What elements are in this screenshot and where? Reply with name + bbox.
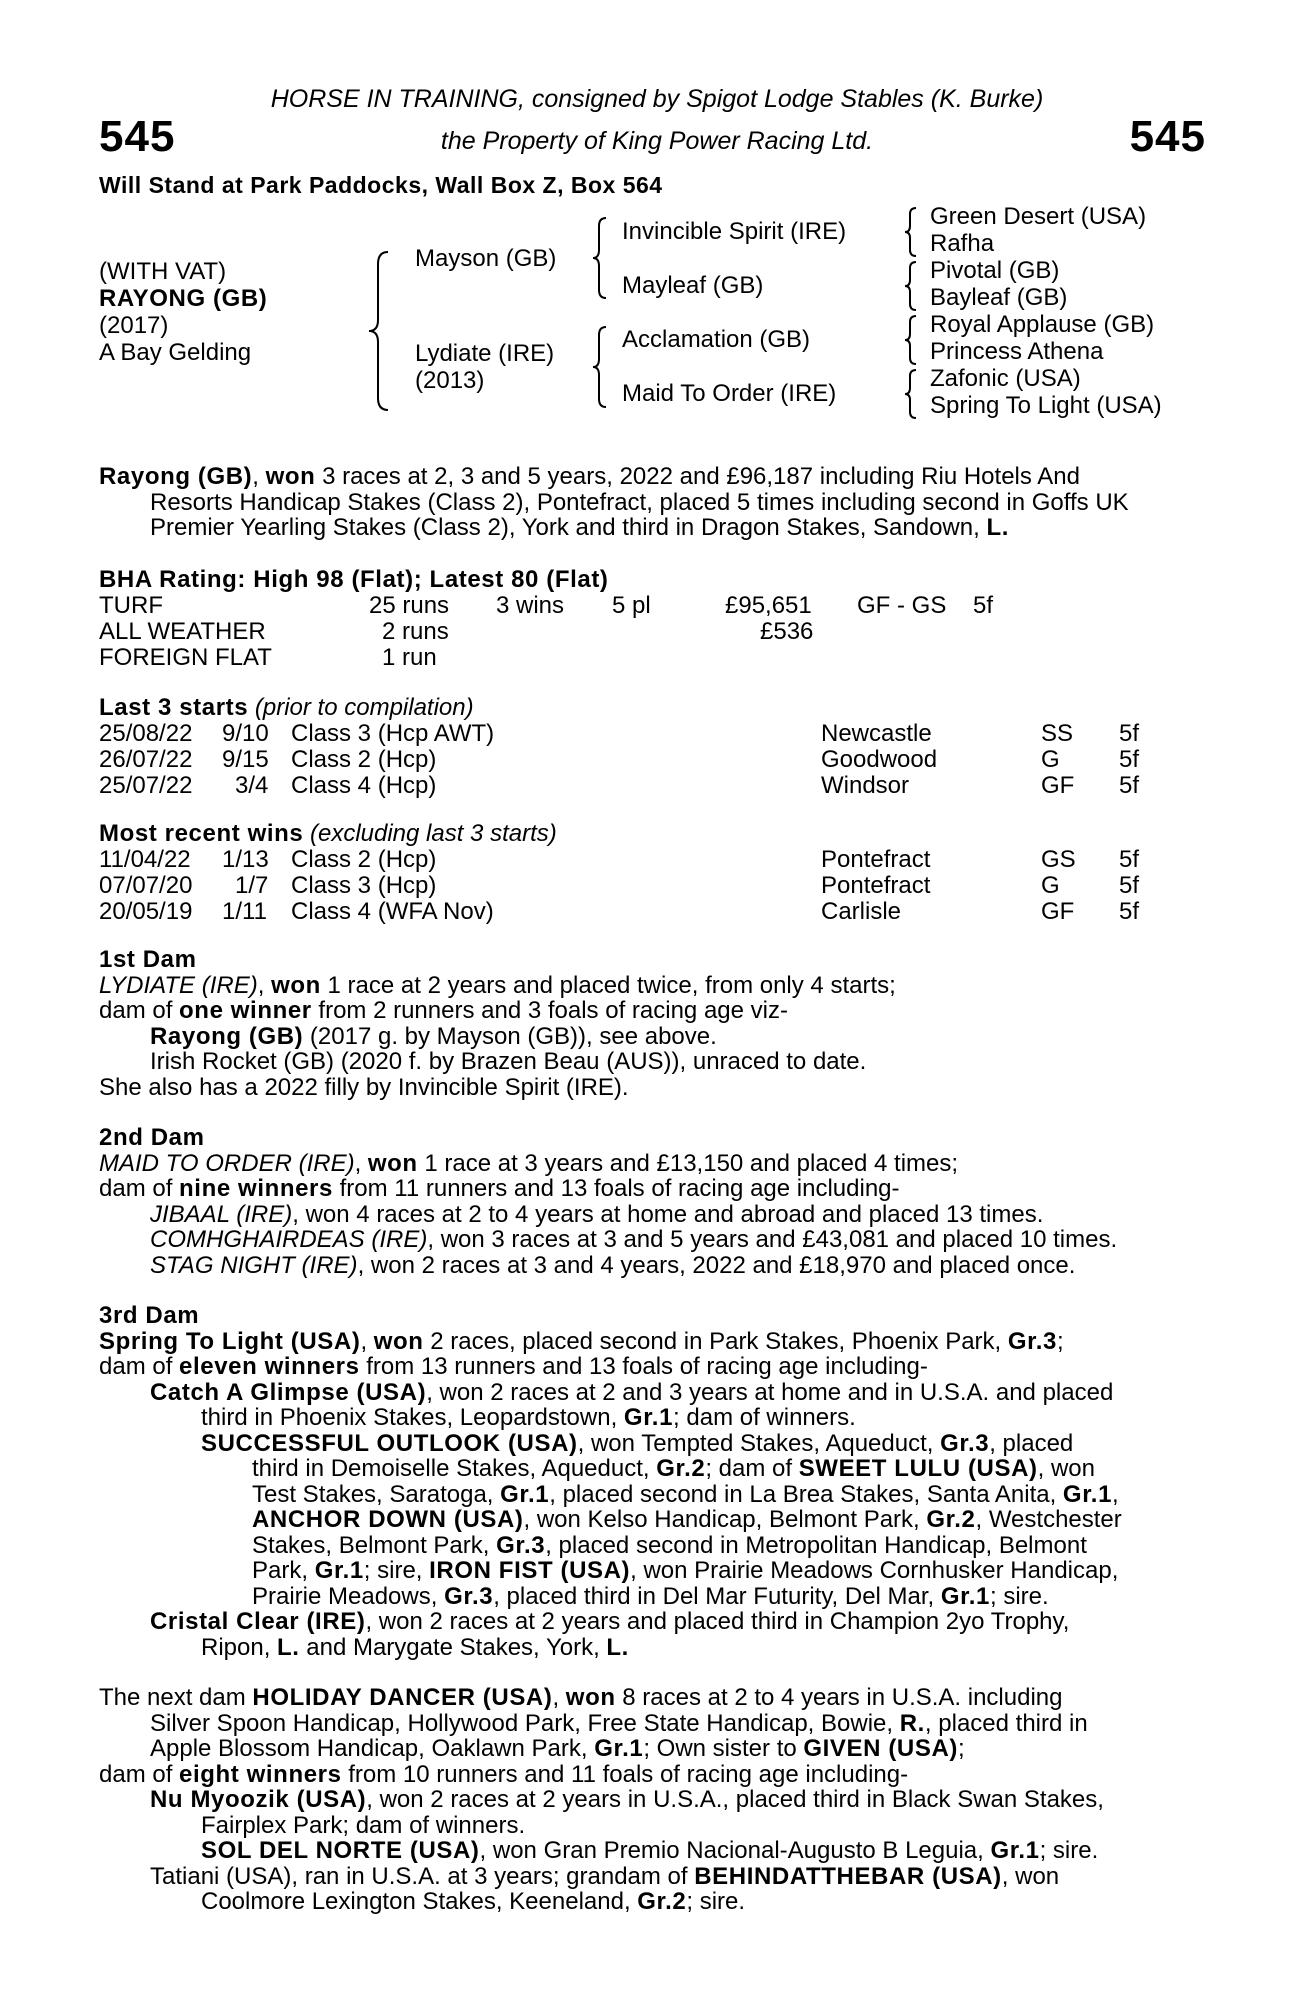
first-dam-heading: 1st Dam [99, 946, 197, 973]
start-race: Class 3 (Hcp AWT) [291, 720, 495, 747]
grade: L. [277, 1633, 300, 1661]
recent-wins-heading: Most recent wins [99, 820, 304, 847]
summary-won: won [265, 463, 316, 490]
text: third in Demoiselle Stakes, Aqueduct, [252, 1455, 657, 1482]
win-course: Pontefract [821, 872, 931, 899]
start-course: Newcastle [821, 720, 932, 747]
summary-line1: 3 races at 2, 3 and 5 years, 2022 and £96,187 including Riu Hotels And [315, 463, 1080, 490]
next-dam-section [99, 1685, 1205, 1915]
grade: Gr.3 [940, 1429, 990, 1457]
progeny-name: SOL DEL NORTE (USA) [201, 1837, 480, 1864]
text: , [1112, 1480, 1119, 1508]
gen3-6: Princess Athena [930, 338, 1104, 365]
start-position: 9/15 [222, 746, 269, 773]
gen3-7: Zafonic (USA) [930, 365, 1081, 392]
text: Tatiani (USA), ran in U.S.A. at 3 years; grandam of [150, 1862, 695, 1890]
text: The next dam [99, 1684, 253, 1711]
dam-sire: Acclamation (GB) [622, 326, 811, 353]
text: , won Prairie Meadows Cornhusker Handicap, [630, 1557, 1119, 1584]
progeny-name: Cristal Clear (IRE) [150, 1608, 366, 1635]
grade: Gr.2 [656, 1455, 706, 1482]
start-race: Class 4 (Hcp) [291, 772, 437, 799]
grade: Gr.1 [314, 1557, 364, 1584]
text: from 2 runners and 3 foals of racing age viz- [311, 997, 788, 1024]
text: Test Stakes, Saratoga, [252, 1480, 501, 1508]
text: from 13 runners and 13 foals of racing age including- [359, 1353, 928, 1380]
text: , placed [989, 1429, 1074, 1457]
text: ; sire. [990, 1582, 1049, 1610]
progeny-name: SWEET LULU (USA) [798, 1455, 1038, 1482]
second-dam-record: 1 race at 3 years and £13,150 and placed 4 times; [417, 1149, 959, 1177]
rating-surface: FOREIGN FLAT [99, 644, 272, 671]
rating-runs: 1 run [382, 644, 437, 671]
progeny-name: JIBAAL (IRE) [150, 1200, 293, 1228]
text: Park, [252, 1557, 315, 1584]
text: third in Phoenix Stakes, Leopardstown, [201, 1404, 624, 1431]
win-going: GF [1041, 898, 1075, 925]
text: dam of [99, 1175, 180, 1202]
grade: L. [606, 1633, 629, 1661]
text: , won [1037, 1455, 1095, 1482]
first-dam-record: 1 race at 2 years and placed twice, from only 4 starts; [320, 971, 896, 999]
dam: Lydiate (IRE) [415, 340, 555, 367]
start-going: SS [1041, 720, 1074, 747]
first-dam-name: LYDIATE (IRE) [99, 971, 258, 999]
rating-prize: £536 [760, 618, 814, 645]
start-going: G [1041, 746, 1060, 773]
summary-line2: Resorts Handicap Stakes (Class 2), Pontefract, placed 5 times including second in Goffs UK [150, 488, 1129, 516]
start-position: 9/10 [222, 720, 269, 747]
win-distance: 5f [1119, 898, 1140, 925]
text: , won 2 races at 2 years and placed third in Champion 2yo Trophy, [365, 1608, 1070, 1635]
brace-dam [590, 325, 612, 409]
text: ; sire. [686, 1888, 746, 1915]
brace-g3-1 [902, 206, 922, 258]
progeny-name: COMHGHAIRDEAS (IRE) [150, 1226, 428, 1253]
progeny-detail: , won 2 races at 3 and 4 years, 2022 and £18,970 and placed once. [357, 1251, 1076, 1279]
win-distance: 5f [1119, 846, 1140, 873]
text: from 10 runners and 11 foals of racing age including- [341, 1760, 909, 1788]
win-race: Class 2 (Hcp) [291, 846, 437, 873]
text: Fairplex Park; dam of winners. [201, 1811, 526, 1839]
grade: R. [899, 1709, 925, 1737]
gen3-1: Green Desert (USA) [930, 203, 1147, 230]
progeny-name: IRON FIST (USA) [429, 1557, 631, 1584]
second-dam-heading: 2nd Dam [99, 1124, 205, 1151]
horse-year: (2017) [99, 312, 169, 339]
first-dam-section [99, 947, 1205, 1100]
text: dam of [99, 1760, 180, 1788]
win-going: GS [1041, 846, 1076, 873]
summary-line3: Premier Yearling Stakes (Class 2), York and third in Dragon Stakes, Sandown, [150, 514, 987, 541]
won-label: won [373, 1327, 424, 1355]
sep: , [360, 1327, 374, 1355]
grade: Gr.1 [990, 1837, 1040, 1864]
gen3-5: Royal Applause (GB) [930, 311, 1155, 338]
brace-main [366, 250, 396, 412]
text: Prairie Meadows, [252, 1582, 445, 1610]
grade: Gr.2 [637, 1888, 687, 1915]
race-summary: Rayong (GB), won 3 races at 2, 3 and 5 years, 2022 and £96,187 including Riu Hotels And Resorts Handicap Stakes (Class 2), Pontefract, placed 5 times including second in Goffs UK Premier Yearling Stakes (Class 2), York and third in Dragon Stakes, Sandown, L. [99, 464, 1205, 541]
text: , placed second in La Brea Stakes, Santa Anita, [549, 1480, 1063, 1508]
text: ; sire, [363, 1557, 430, 1584]
text: , placed third in [924, 1709, 1088, 1737]
progeny-detail: (2017 g. by Mayson (GB)), see above. [303, 1022, 717, 1050]
summary-grade: L. [986, 514, 1009, 541]
winner-count: nine winners [179, 1175, 333, 1202]
sire-dam: Mayleaf (GB) [622, 272, 764, 299]
progeny-name: STAG NIGHT (IRE) [150, 1251, 358, 1279]
third-dam-name: Spring To Light (USA) [99, 1327, 361, 1355]
text: from 11 runners and 13 foals of racing age including- [332, 1175, 900, 1202]
start-date: 25/07/22 [99, 772, 193, 799]
owner-line: the Property of King Power Racing Ltd. [440, 127, 874, 155]
win-distance: 5f [1119, 872, 1140, 899]
text: , won Kelso Handicap, Belmont Park, [523, 1506, 927, 1533]
win-race: Class 4 (WFA Nov) [291, 898, 494, 925]
grade: Gr.1 [1062, 1480, 1113, 1508]
rating-runs: 2 runs [382, 618, 449, 645]
progeny-name: Catch A Glimpse (USA) [150, 1378, 427, 1406]
start-course: Goodwood [821, 746, 938, 773]
progeny-name: Nu Myoozik (USA) [150, 1786, 367, 1813]
text: dam of [99, 1353, 180, 1380]
text: ; dam of winners. [673, 1404, 856, 1431]
win-date: 11/04/22 [99, 846, 191, 873]
text: Apple Blossom Handicap, Oaklawn Park, [150, 1735, 595, 1762]
grade: Gr.3 [496, 1531, 546, 1559]
rating-surface: ALL WEATHER [99, 618, 266, 645]
text: , won Tempted Stakes, Aqueduct, [577, 1429, 941, 1457]
rating-runs: 25 runs [369, 592, 450, 619]
text: Silver Spoon Handicap, Hollywood Park, Free State Handicap, Bowie, [150, 1709, 900, 1737]
horse-name: RAYONG (GB) [99, 285, 268, 312]
rating-placed: 5 pl [612, 592, 651, 619]
first-dam-note: She also has a 2022 filly by Invincible Spirit (IRE). [99, 1073, 629, 1101]
sire-sire: Invincible Spirit (IRE) [622, 218, 847, 245]
stand-location: Will Stand at Park Paddocks, Wall Box Z, Box 564 [99, 172, 663, 198]
last-starts-heading: Last 3 starts [99, 694, 249, 721]
second-dam-name: MAID TO ORDER (IRE) [99, 1149, 355, 1177]
sire: Mayson (GB) [415, 245, 557, 272]
rating-wins: 3 wins [496, 592, 565, 619]
gen3-4: Bayleaf (GB) [930, 284, 1068, 311]
start-distance: 5f [1119, 746, 1140, 773]
third-dam-section [99, 1303, 1205, 1660]
text: 8 races at 2 to 4 years in U.S.A. including [615, 1684, 1063, 1711]
third-dam-heading: 3rd Dam [99, 1302, 200, 1329]
text: ; dam of [705, 1455, 799, 1482]
text: ; sire. [1039, 1837, 1099, 1864]
start-race: Class 2 (Hcp) [291, 746, 437, 773]
progeny-item: Irish Rocket (GB) (2020 f. by Brazen Beau (AUS)), unraced to date. [150, 1048, 867, 1075]
recent-wins-note: (excluding last 3 starts) [303, 820, 557, 847]
win-position: 1/11 [222, 898, 267, 925]
start-course: Windsor [821, 772, 910, 799]
vat-note: (WITH VAT) [99, 258, 227, 285]
lot-number-right: 545 [1129, 112, 1206, 161]
text: Stakes, Belmont Park, [252, 1531, 497, 1559]
win-course: Pontefract [821, 846, 931, 873]
consignor-line: HORSE IN TRAINING, consigned by Spigot Lodge Stables (K. Burke) [270, 85, 1044, 113]
won-label: won [271, 971, 321, 999]
start-distance: 5f [1119, 720, 1140, 747]
progeny-name: BEHINDATTHEBAR (USA) [694, 1862, 1002, 1890]
summary-horse-name: Rayong (GB) [99, 463, 253, 490]
sister-name: GIVEN (USA) [803, 1735, 958, 1762]
text: , won 2 races at 2 and 3 years at home and in U.S.A. and placed [426, 1378, 1114, 1406]
win-course: Carlisle [821, 898, 902, 925]
last-starts-note: (prior to compilation) [248, 694, 474, 721]
lot-number-left: 545 [99, 112, 176, 161]
won-label: won [367, 1149, 418, 1177]
grade: Gr.1 [594, 1735, 644, 1762]
win-race: Class 3 (Hcp) [291, 872, 437, 899]
grade: Gr.1 [623, 1404, 674, 1431]
grade: Gr.3 [444, 1582, 494, 1610]
grade: Gr.1 [500, 1480, 550, 1508]
win-going: G [1041, 872, 1060, 899]
start-going: GF [1041, 772, 1075, 799]
text: and Marygate Stakes, York, [299, 1633, 607, 1661]
win-date: 07/07/20 [99, 872, 193, 899]
dam-year: (2013) [415, 367, 485, 394]
progeny-name: SUCCESSFUL OUTLOOK (USA) [201, 1429, 578, 1457]
text: ; [957, 1735, 965, 1762]
grade: Gr.2 [926, 1506, 976, 1533]
start-distance: 5f [1119, 772, 1140, 799]
text: Ripon, [201, 1633, 278, 1661]
text: 2 races, placed second in Park Stakes, Phoenix Park, [423, 1327, 1008, 1355]
second-dam-section [99, 1125, 1205, 1278]
winner-count: eleven winners [179, 1353, 360, 1380]
text: Coolmore Lexington Stakes, Keeneland, [201, 1888, 638, 1915]
progeny-detail: , won 4 races at 2 to 4 years at home and abroad and placed 13 times. [292, 1200, 1044, 1228]
dam-dam: Maid To Order (IRE) [622, 380, 837, 407]
horse-description: A Bay Gelding [99, 339, 252, 366]
start-position: 3/4 [235, 772, 269, 799]
gen3-3: Pivotal (GB) [930, 257, 1060, 284]
progeny-name: ANCHOR DOWN (USA) [252, 1506, 524, 1533]
rating-distance: 5f [973, 592, 994, 619]
start-date: 26/07/22 [99, 746, 193, 773]
rating-surface: TURF [99, 592, 163, 619]
text: dam of [99, 997, 180, 1024]
brace-g3-4 [902, 368, 922, 420]
rating-heading: BHA Rating: High 98 (Flat); Latest 80 (Flat) [99, 566, 609, 593]
win-position: 1/13 [222, 846, 269, 873]
grade: Gr.3 [1007, 1327, 1057, 1355]
sep: , [552, 1684, 566, 1711]
gen3-2: Rafha [930, 230, 995, 257]
brace-sire [590, 216, 612, 300]
winner-count: one winner [179, 997, 312, 1024]
text: , placed second in Metropolitan Handicap, Belmont [545, 1531, 1087, 1559]
rating-going: GF - GS [857, 592, 947, 619]
grade: Gr.1 [940, 1582, 990, 1610]
text: , Westchester [975, 1506, 1122, 1533]
won-label: won [565, 1684, 616, 1711]
win-position: 1/7 [235, 872, 269, 899]
progeny-detail: , won 3 races at 3 and 5 years and £43,081 and placed 10 times. [427, 1226, 1118, 1253]
brace-g3-2 [902, 260, 922, 312]
text: , won 2 races at 2 years in U.S.A., placed third in Black Swan Stakes, [366, 1786, 1104, 1813]
win-date: 20/05/19 [99, 898, 193, 925]
rating-prize: £95,651 [725, 592, 812, 619]
next-dam-name: HOLIDAY DANCER (USA) [252, 1684, 553, 1711]
text: ; Own sister to [643, 1735, 804, 1762]
text: ; [1057, 1327, 1064, 1355]
gen3-8: Spring To Light (USA) [930, 392, 1162, 419]
start-date: 25/08/22 [99, 720, 193, 747]
brace-g3-3 [902, 314, 922, 366]
text: , won Gran Premio Nacional-Augusto B Leguia, [479, 1837, 991, 1864]
winner-count: eight winners [179, 1760, 342, 1788]
sep: , [257, 971, 272, 999]
text: , placed third in Del Mar Futurity, Del Mar, [493, 1582, 941, 1610]
sep: , [354, 1149, 368, 1177]
progeny-name: Rayong (GB) [150, 1022, 304, 1050]
text: , won [1001, 1862, 1060, 1890]
